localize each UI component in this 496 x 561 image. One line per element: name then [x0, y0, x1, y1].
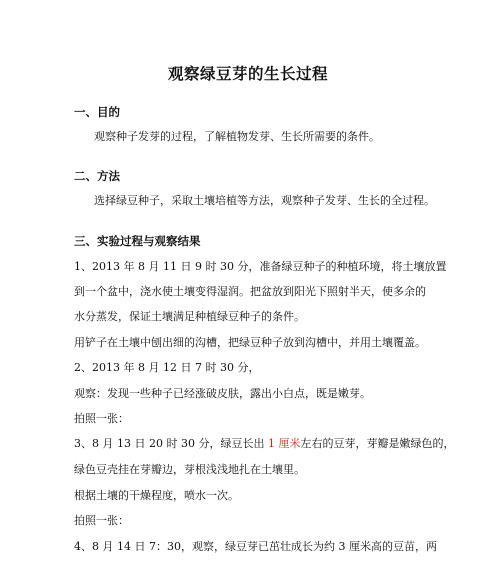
results-line: 水分蒸发，保证土壤满足种植绿豆种子的条件。: [74, 310, 305, 323]
results-line: 到一个盆中，浇水使土壤变得湿润。把盆放到阳光下照射半天，使多余的: [74, 285, 426, 298]
results-line: 4、8 月 14 日 7：30，观察，绿豆芽已茁壮成长为约 3 厘米高的豆苗，两: [74, 540, 437, 553]
results-line: 拍照一张：: [74, 514, 129, 527]
section-heading-results: 三、实验过程与观察结果: [74, 234, 201, 248]
line-text-after: 左右的豆芽，芽瓣是嫩绿色的，: [300, 437, 455, 450]
results-line-highlighted: [74, 437, 454, 451]
purpose-text: 观察种子发芽的过程，了解植物发芽、生长所需要的条件。: [94, 130, 380, 143]
results-line: 观察：发现一些种子已经涨破皮肤，露出小白点，既是嫩芽。: [74, 387, 371, 400]
document-title: 观察绿豆芽的生长过程: [167, 64, 328, 83]
method-text: 选择绿豆种子，采取土壤培植等方法，观察种子发芽、生长的全过程。: [94, 194, 435, 207]
results-line: 根据土壤的干燥程度，喷水一次。: [74, 489, 239, 502]
highlighted-measurement: 1 厘米: [267, 437, 301, 450]
section-heading-method: 二、方法: [74, 169, 120, 183]
line-text-before: 3、8 月 13 日 20 时 30 分，绿豆长出: [74, 437, 268, 450]
results-line: 1、2013 年 8 月 11 日 9 时 30 分，准备绿豆种子的种植环境，将土壤放置: [74, 260, 447, 273]
results-line: 用铲子在土壤中刨出细的沟槽，把绿豆种子放到沟槽中，并用土壤覆盖。: [74, 336, 426, 349]
section-heading-purpose: 一、目的: [74, 105, 120, 119]
results-line: 绿色豆壳挂在芽瓣边，芽根浅浅地扎在土壤里。: [74, 463, 305, 476]
results-line: 2、2013 年 8 月 12 日 7 时 30 分，: [74, 361, 260, 374]
results-line: 拍照一张：: [74, 412, 129, 425]
